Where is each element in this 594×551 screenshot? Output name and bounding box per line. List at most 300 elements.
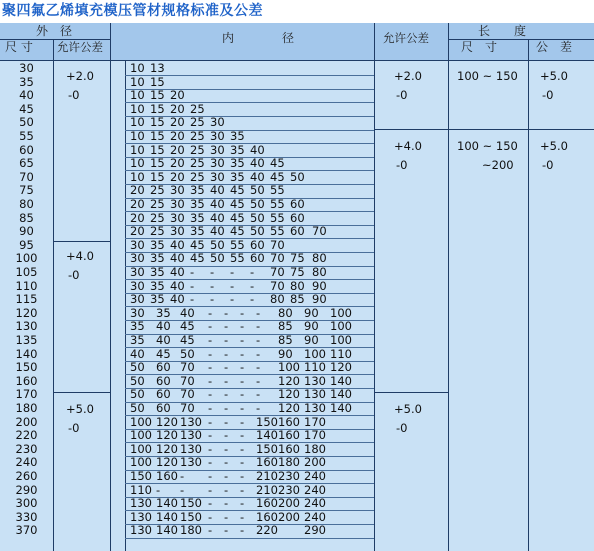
inner-diameter-value: 140 [156, 496, 178, 511]
inner-diameter-value: 80 [312, 251, 327, 266]
od-cell: 50 [19, 115, 34, 130]
inner-diameter-value: 40 [250, 169, 265, 184]
inner-diameter-value: - [208, 482, 213, 497]
header-outer-diameter: 外 径 [36, 24, 73, 38]
inner-diameter-value: 15 [150, 88, 165, 103]
inner-diameter-value: 210 [256, 482, 278, 497]
od-cell: 35 [19, 74, 34, 89]
inner-diameter-value: 30 [130, 278, 145, 293]
inner-diameter-value: 80 [312, 265, 327, 279]
inner-diameter-value: 50 [250, 224, 265, 239]
inner-diameter-value: 90 [304, 319, 319, 334]
id-tolerance-1-plus: +2.0 [394, 69, 422, 83]
inner-diameter-value: 50 [250, 197, 265, 211]
inner-diameter-value: 50 [130, 360, 145, 375]
inner-diameter-value: 170 [304, 428, 326, 443]
inner-diameter-value: 140 [256, 428, 278, 443]
inner-diameter-value: - [190, 265, 195, 279]
od-cell: 95 [19, 237, 34, 252]
inner-diameter-value: 55 [270, 197, 285, 211]
inner-diameter-value: - [208, 333, 213, 347]
length-size-2b: ~200 [482, 158, 514, 172]
inner-diameter-value: 20 [130, 183, 145, 198]
inner-diameter-value: 180 [180, 523, 202, 538]
length-tolerance-2-plus: +5.0 [540, 139, 568, 153]
length-size-2: 100 ~ 150 [457, 139, 518, 153]
inner-diameter-value: 75 [290, 265, 305, 279]
inner-diameter-value: 50 [210, 251, 225, 266]
inner-diameter-value: 130 [304, 387, 326, 402]
inner-diameter-value: 100 [130, 414, 152, 429]
inner-diameter-value: 40 [170, 237, 185, 252]
inner-diameter-value: 130 [180, 455, 202, 470]
spec-table [0, 23, 594, 551]
inner-diameter-value: 70 [312, 224, 327, 239]
inner-diameter-value: 40 [156, 319, 171, 334]
inner-diameter-value: - [224, 319, 229, 334]
inner-diameter-value: - [190, 278, 195, 293]
od-tolerance-2-plus: +4.0 [66, 249, 94, 263]
inner-diameter-value: 90 [304, 305, 319, 320]
inner-diameter-value: 130 [130, 523, 152, 538]
inner-diameter-value: 130 [130, 496, 152, 511]
od-cell: 75 [19, 183, 34, 198]
inner-diameter-value: - [224, 482, 229, 497]
od-cell: 220 [15, 428, 38, 443]
inner-diameter-value: 30 [170, 183, 185, 198]
header-inner-diameter: 内 径 [222, 31, 295, 45]
inner-diameter-value: 45 [180, 333, 195, 347]
inner-diameter-value: 35 [150, 265, 165, 279]
inner-diameter-value: 30 [210, 115, 225, 130]
inner-diameter-value: - [224, 414, 229, 429]
inner-diameter-value: - [256, 305, 261, 320]
id-tolerance-3-minus: -0 [396, 421, 408, 435]
inner-diameter-value: 40 [250, 142, 265, 157]
inner-diameter-value: - [240, 414, 245, 429]
inner-diameter-value: 85 [278, 333, 293, 347]
inner-diameter-value: 50 [210, 237, 225, 252]
inner-diameter-value: 40 [210, 183, 225, 198]
inner-diameter-value: 35 [190, 197, 205, 211]
inner-diameter-value: 80 [290, 278, 305, 293]
inner-diameter-value: 25 [190, 156, 205, 171]
inner-diameter-value: 40 [180, 305, 195, 320]
inner-diameter-value: 45 [230, 224, 245, 239]
inner-diameter-value: 25 [190, 169, 205, 184]
inner-diameter-value: 60 [156, 373, 171, 388]
id-tolerance-2-plus: +4.0 [394, 139, 422, 153]
inner-diameter-value: 150 [180, 509, 202, 524]
header-tolerance: 允许公差 [57, 40, 103, 54]
inner-diameter-value: 100 [130, 441, 152, 456]
inner-diameter-value: 290 [304, 523, 326, 538]
inner-diameter-value: 200 [278, 509, 300, 524]
od-tolerance-2-minus: -0 [68, 268, 80, 282]
inner-diameter-value: 50 [130, 373, 145, 388]
inner-diameter-value: 10 [130, 156, 145, 171]
inner-diameter-value: 80 [278, 305, 293, 320]
inner-diameter-value: - [208, 496, 213, 511]
inner-diameter-value: 150 [256, 441, 278, 456]
inner-diameter-value: 140 [156, 509, 178, 524]
inner-diameter-value: 130 [180, 441, 202, 456]
inner-diameter-value: 45 [270, 169, 285, 184]
inner-diameter-value: 15 [150, 169, 165, 184]
inner-diameter-value: 140 [330, 401, 352, 415]
inner-diameter-value: 55 [270, 183, 285, 198]
inner-diameter-value: 20 [170, 169, 185, 184]
inner-diameter-value: - [240, 319, 245, 334]
length-tolerance-1-minus: -0 [542, 88, 554, 102]
inner-diameter-value: - [180, 469, 185, 483]
inner-diameter-value: - [208, 319, 213, 334]
od-tolerance-1-minus: -0 [68, 88, 80, 102]
inner-diameter-value: 70 [180, 373, 195, 388]
inner-diameter-value: 30 [210, 169, 225, 184]
od-tolerance-3-minus: -0 [68, 421, 80, 435]
inner-diameter-value: - [224, 428, 229, 443]
header-length-tolerance: 公 差 [536, 40, 573, 54]
inner-diameter-value: 25 [190, 115, 205, 130]
od-cell: 150 [15, 360, 38, 375]
inner-diameter-value: 60 [250, 251, 265, 266]
inner-diameter-value: 10 [130, 169, 145, 184]
inner-diameter-value: 45 [190, 251, 205, 266]
inner-diameter-value: - [240, 441, 245, 456]
inner-diameter-value: 90 [312, 292, 327, 307]
inner-diameter-value: - [224, 469, 229, 483]
inner-diameter-value: 130 [180, 428, 202, 443]
inner-diameter-value: - [250, 265, 255, 279]
inner-diameter-value: 70 [270, 278, 285, 293]
length-size-1: 100 ~ 150 [457, 69, 518, 83]
inner-diameter-value: 90 [278, 346, 293, 361]
inner-diameter-value: 110 [304, 360, 326, 375]
inner-diameter-value: 20 [170, 156, 185, 171]
inner-diameter-value: 50 [250, 210, 265, 225]
inner-diameter-value: 35 [230, 156, 245, 171]
inner-diameter-value: 20 [170, 129, 185, 143]
inner-diameter-value: - [208, 387, 213, 402]
inner-diameter-value: 35 [150, 237, 165, 252]
inner-diameter-value: 10 [130, 129, 145, 143]
inner-diameter-value: 60 [156, 387, 171, 402]
inner-diameter-value: - [256, 401, 261, 415]
inner-diameter-value: - [224, 373, 229, 388]
inner-diameter-value: 30 [130, 237, 145, 252]
inner-diameter-value: 200 [278, 496, 300, 511]
inner-diameter-value: 50 [130, 401, 145, 415]
od-cell: 120 [15, 305, 38, 320]
inner-diameter-value: 20 [130, 197, 145, 211]
inner-diameter-value: 35 [150, 278, 165, 293]
inner-diameter-value: 30 [210, 156, 225, 171]
header-size: 尺 寸 [5, 40, 33, 54]
inner-diameter-value: 35 [156, 305, 171, 320]
inner-diameter-value: 25 [150, 224, 165, 239]
inner-diameter-value: 25 [190, 142, 205, 157]
id-tolerance-3-plus: +5.0 [394, 402, 422, 416]
inner-diameter-value: 40 [156, 333, 171, 347]
inner-diameter-value: - [208, 523, 213, 538]
inner-diameter-value: 200 [304, 455, 326, 470]
inner-diameter-value: 35 [150, 292, 165, 307]
inner-diameter-value: - [208, 305, 213, 320]
inner-diameter-value: 130 [304, 373, 326, 388]
inner-diameter-value: - [224, 496, 229, 511]
inner-diameter-value: - [240, 401, 245, 415]
inner-diameter-value: - [208, 360, 213, 375]
inner-diameter-value: - [224, 509, 229, 524]
inner-diameter-value: 120 [278, 387, 300, 402]
inner-diameter-value: 160 [278, 414, 300, 429]
od-cell: 80 [19, 197, 34, 211]
inner-diameter-value: 20 [170, 142, 185, 157]
inner-diameter-value: 55 [230, 251, 245, 266]
inner-diameter-value: - [240, 373, 245, 388]
od-cell: 55 [19, 129, 34, 143]
inner-diameter-value: 20 [130, 210, 145, 225]
inner-diameter-value: 180 [304, 441, 326, 456]
inner-diameter-value: 35 [150, 251, 165, 266]
inner-diameter-value: 10 [130, 142, 145, 157]
od-tolerance-1-plus: +2.0 [66, 69, 94, 83]
inner-diameter-value: 40 [210, 224, 225, 239]
inner-diameter-value: 90 [312, 278, 327, 293]
inner-diameter-value: 30 [170, 210, 185, 225]
inner-diameter-value: 240 [304, 509, 326, 524]
inner-diameter-value: - [240, 305, 245, 320]
inner-diameter-value: - [250, 292, 255, 307]
inner-diameter-value: 40 [170, 278, 185, 293]
inner-diameter-value: 55 [230, 237, 245, 252]
inner-diameter-value: 40 [250, 156, 265, 171]
inner-diameter-value: - [210, 265, 215, 279]
inner-diameter-value: - [224, 360, 229, 375]
inner-diameter-value: 140 [330, 387, 352, 402]
inner-diameter-value: - [256, 333, 261, 347]
inner-diameter-value: - [208, 441, 213, 456]
inner-diameter-value: 25 [150, 197, 165, 211]
inner-diameter-value: 140 [156, 523, 178, 538]
inner-diameter-value: 160 [156, 469, 178, 483]
inner-diameter-value: 60 [290, 210, 305, 225]
inner-diameter-value: 210 [256, 469, 278, 483]
inner-diameter-value: 15 [150, 156, 165, 171]
inner-diameter-value: - [208, 455, 213, 470]
inner-diameter-value: 25 [190, 101, 205, 116]
inner-diameter-value: - [210, 292, 215, 307]
inner-diameter-value: 120 [156, 428, 178, 443]
inner-diameter-value: 35 [130, 333, 145, 347]
length-tolerance-2-minus: -0 [542, 158, 554, 172]
inner-diameter-value: 50 [130, 387, 145, 402]
inner-diameter-value: 120 [156, 455, 178, 470]
inner-diameter-value: 140 [330, 373, 352, 388]
inner-diameter-value: 25 [190, 129, 205, 143]
inner-diameter-value: 25 [150, 210, 165, 225]
od-cell: 135 [15, 333, 38, 347]
od-cell: 260 [15, 469, 38, 483]
inner-diameter-value: 10 [130, 74, 145, 89]
inner-diameter-value: 160 [278, 428, 300, 443]
inner-diameter-value: 240 [304, 496, 326, 511]
od-cell: 160 [15, 373, 38, 388]
inner-diameter-value: 220 [256, 523, 278, 538]
od-cell: 200 [15, 414, 38, 429]
inner-diameter-value: - [230, 278, 235, 293]
inner-diameter-value: 160 [256, 509, 278, 524]
inner-diameter-value: 240 [304, 469, 326, 483]
inner-diameter-value: 50 [290, 169, 305, 184]
od-cell: 115 [15, 292, 38, 307]
inner-diameter-value: 50 [250, 183, 265, 198]
od-cell: 370 [15, 523, 38, 538]
inner-diameter-value: 30 [130, 265, 145, 279]
inner-diameter-value: - [224, 333, 229, 347]
inner-diameter-value: 45 [230, 183, 245, 198]
od-cell: 40 [19, 88, 34, 103]
inner-diameter-value: 45 [270, 156, 285, 171]
inner-diameter-value: 30 [170, 197, 185, 211]
inner-diameter-value: - [208, 373, 213, 388]
od-cell: 130 [15, 319, 38, 334]
od-cell: 110 [15, 278, 38, 293]
inner-diameter-value: 35 [190, 224, 205, 239]
inner-diameter-value: 35 [190, 210, 205, 225]
inner-diameter-value: 30 [170, 224, 185, 239]
inner-diameter-value: - [224, 387, 229, 402]
inner-diameter-value: 20 [170, 88, 185, 103]
od-cell: 85 [19, 210, 34, 225]
inner-diameter-value: 70 [270, 251, 285, 266]
od-cell: 230 [15, 441, 38, 456]
header-allowed-tolerance: 允许公差 [383, 31, 429, 45]
inner-diameter-value: 40 [170, 265, 185, 279]
inner-diameter-value: 150 [130, 469, 152, 483]
inner-diameter-value: 10 [130, 61, 145, 75]
od-cell: 300 [15, 496, 38, 511]
inner-diameter-value: - [240, 346, 245, 361]
inner-diameter-value: 40 [210, 210, 225, 225]
inner-diameter-value: 35 [130, 319, 145, 334]
od-cell: 140 [15, 346, 38, 361]
inner-diameter-value: 100 [304, 346, 326, 361]
inner-diameter-value: - [156, 482, 161, 497]
inner-diameter-value: - [240, 360, 245, 375]
inner-diameter-value: 100 [330, 333, 352, 347]
inner-diameter-value: 30 [130, 251, 145, 266]
od-cell: 290 [15, 482, 38, 497]
od-cell: 30 [19, 61, 34, 75]
inner-diameter-value: 13 [150, 61, 165, 75]
od-cell: 65 [19, 156, 34, 171]
inner-diameter-value: - [210, 278, 215, 293]
inner-diameter-value: 40 [170, 292, 185, 307]
inner-diameter-value: 120 [278, 401, 300, 415]
inner-diameter-value: 85 [290, 292, 305, 307]
inner-diameter-value: - [208, 401, 213, 415]
inner-diameter-value: - [208, 346, 213, 361]
inner-diameter-value: 70 [270, 265, 285, 279]
inner-diameter-value: - [224, 455, 229, 470]
inner-diameter-value: 15 [150, 74, 165, 89]
header-length-size: 尺 寸 [461, 40, 498, 54]
inner-diameter-value: 45 [180, 319, 195, 334]
od-cell: 45 [19, 101, 34, 116]
inner-diameter-value: - [256, 360, 261, 375]
inner-diameter-value: - [190, 292, 195, 307]
id-tolerance-2-minus: -0 [396, 158, 408, 172]
od-cell: 330 [15, 509, 38, 524]
inner-diameter-value: 45 [156, 346, 171, 361]
inner-diameter-value: 40 [170, 251, 185, 266]
inner-diameter-value: 70 [180, 387, 195, 402]
inner-diameter-value: 120 [278, 373, 300, 388]
inner-diameter-value: 15 [150, 129, 165, 143]
inner-diameter-value: 85 [278, 319, 293, 334]
inner-diameter-value: 45 [190, 237, 205, 252]
inner-diameter-value: - [230, 292, 235, 307]
inner-diameter-value: - [208, 428, 213, 443]
inner-diameter-value: 20 [170, 115, 185, 130]
inner-diameter-value: 230 [278, 469, 300, 483]
id-tolerance-1-minus: -0 [396, 88, 408, 102]
inner-diameter-value: 70 [180, 360, 195, 375]
inner-diameter-value: - [256, 319, 261, 334]
inner-diameter-value: 70 [180, 401, 195, 415]
inner-diameter-value: 50 [180, 346, 195, 361]
inner-diameter-value: - [240, 428, 245, 443]
inner-diameter-value: - [240, 333, 245, 347]
page-title: 聚四氟乙烯填充模压管材规格标准及公差 [2, 3, 263, 19]
inner-diameter-value: - [240, 509, 245, 524]
od-cell: 180 [15, 401, 38, 415]
inner-diameter-value: - [250, 278, 255, 293]
inner-diameter-value: 100 [278, 360, 300, 375]
inner-diameter-value: 100 [130, 455, 152, 470]
inner-diameter-value: - [240, 455, 245, 470]
inner-diameter-value: - [180, 482, 185, 497]
inner-diameter-value: 150 [180, 496, 202, 511]
inner-diameter-value: 160 [256, 455, 278, 470]
inner-diameter-value: - [240, 387, 245, 402]
inner-diameter-value: 45 [230, 197, 245, 211]
inner-diameter-value: 35 [190, 183, 205, 198]
inner-diameter-value: 30 [210, 142, 225, 157]
inner-diameter-value: 130 [130, 509, 152, 524]
inner-diameter-value: 35 [230, 142, 245, 157]
inner-diameter-value: 20 [170, 101, 185, 116]
inner-diameter-value: - [240, 523, 245, 538]
inner-diameter-value: 60 [290, 197, 305, 211]
inner-diameter-value: 240 [304, 482, 326, 497]
inner-diameter-value: - [208, 509, 213, 524]
inner-diameter-value: 230 [278, 482, 300, 497]
inner-diameter-value: 110 [330, 346, 352, 361]
od-cell: 240 [15, 455, 38, 470]
inner-diameter-value: 100 [130, 428, 152, 443]
inner-diameter-value: - [256, 387, 261, 402]
inner-diameter-value: - [240, 482, 245, 497]
inner-diameter-value: 60 [156, 401, 171, 415]
inner-diameter-value: 100 [330, 319, 352, 334]
inner-diameter-value: 120 [330, 360, 352, 375]
inner-diameter-value: - [224, 305, 229, 320]
od-cell: 60 [19, 142, 34, 157]
inner-diameter-value: 160 [278, 441, 300, 456]
